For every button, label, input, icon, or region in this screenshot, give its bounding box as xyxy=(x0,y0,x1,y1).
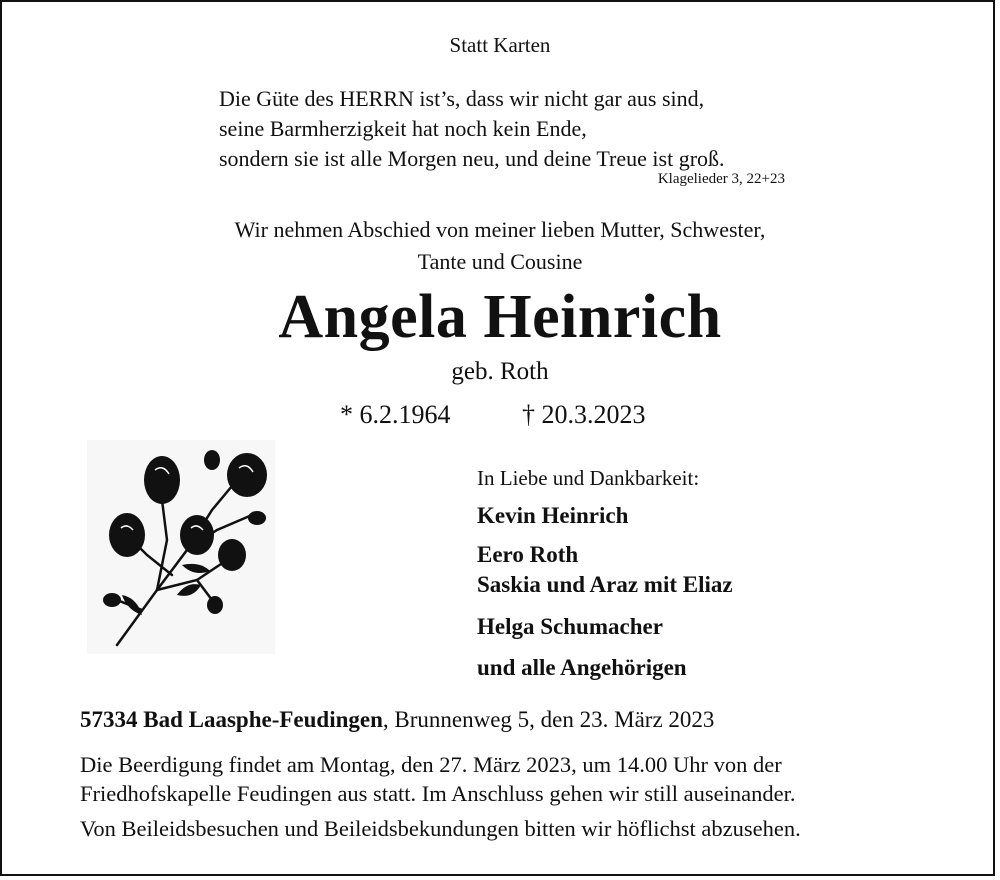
address-line xyxy=(80,707,714,733)
mourner-name: Kevin Heinrich xyxy=(477,503,629,528)
verse-line: Die Güte des HERRN ist’s, dass wir nicht gar aus sind, xyxy=(219,86,705,111)
deceased-name: Angela Heinrich xyxy=(278,283,722,351)
mourner-name: Eero Roth xyxy=(477,542,579,567)
death-date: † 20.3.2023 xyxy=(522,400,646,429)
verse-line: seine Barmherzigkeit hat noch kein Ende, xyxy=(219,116,587,141)
farewell-line-1: Wir nehmen Abschied von meiner lieben Mutter, Schwester, xyxy=(234,217,766,242)
thanks-heading: In Liebe und Dankbarkeit: xyxy=(477,466,700,490)
farewell-intro xyxy=(0,214,1000,278)
funeral-line-1: Die Beerdigung findet am Montag, den 27. März 2023, um 14.00 Uhr von der xyxy=(80,752,782,777)
funeral-line-2: Friedhofskapelle Feudingen aus statt. Im Anschluss gehen wir still auseinander. xyxy=(80,781,796,806)
mourner-name: und alle Angehörigen xyxy=(477,655,687,680)
closing-note: Von Beileidsbesuchen und Beileidsbekundungen bitten wir höflichst abzusehen. xyxy=(80,816,801,841)
mourner-name: Saskia und Araz mit Eliaz xyxy=(477,572,733,597)
verse-reference: Klagelieder 3, 22+23 xyxy=(657,171,785,187)
birth-name: geb. Roth xyxy=(451,358,549,385)
birth-date: * 6.2.1964 xyxy=(340,400,451,429)
address-rest: , Brunnenweg 5, den 23. März 2023 xyxy=(382,707,715,732)
address-place: 57334 Bad Laasphe-Feudingen xyxy=(80,707,383,732)
roses-icon xyxy=(87,440,275,654)
verse-line: sondern sie ist alle Morgen neu, und deine Treue ist groß. xyxy=(219,146,725,171)
statt-karten: Statt Karten xyxy=(449,33,551,57)
mourner-name: Helga Schumacher xyxy=(477,614,663,639)
farewell-line-2: Tante und Cousine xyxy=(417,249,583,274)
roses-drawing xyxy=(87,440,275,654)
